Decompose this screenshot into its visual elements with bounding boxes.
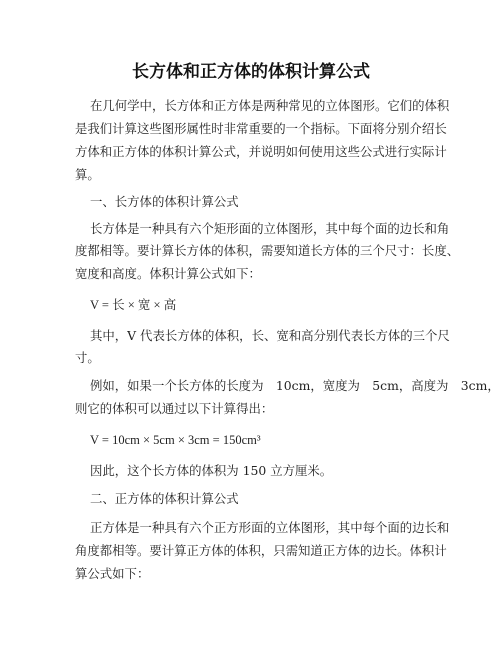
text-line: 则它的体积可以通过以下计算得出：	[75, 401, 274, 416]
text-line: 宽度和高度。体积计算公式如下：	[75, 266, 261, 281]
formula: V = 10cm × 5cm × 3cm = 150cm³	[90, 433, 261, 447]
text-line: 寸。	[75, 350, 100, 365]
text-line: 正方体是一种具有六个正方形面的立体图形，其中每个面的边长和	[90, 520, 450, 535]
text-line: 其中，V 代表长方体的体积，长、宽和高分别代表长方体的三个尺	[90, 328, 450, 343]
text-line: 方体和正方体的体积计算公式，并说明如何使用这些公式进行实际计	[75, 144, 447, 159]
text-line: 在几何学中，长方体和正方体是两种常见的立体图形。它们的体积	[90, 98, 450, 113]
text-line: 角度都相等。要计算正方体的体积，只需知道正方体的边长。体积计	[75, 543, 447, 558]
section-heading: 二、正方体的体积计算公式	[90, 491, 239, 506]
text-line: 算。	[75, 167, 100, 182]
text-line: 例如，如果一个长方体的长度为 10cm，宽度为 5cm，高度为 3cm，	[90, 378, 500, 393]
text-line: 算公式如下：	[75, 566, 150, 581]
text-line: 是我们计算这些图形属性时非常重要的一个指标。下面将分别介绍长	[75, 121, 447, 136]
section-heading: 一、长方体的体积计算公式	[90, 194, 239, 209]
document-title: 长方体和正方体的体积计算公式	[132, 62, 370, 82]
text-line: 长方体是一种具有六个矩形面的立体图形，其中每个面的边长和角	[90, 221, 450, 236]
formula: V = 长 × 宽 × 高	[90, 298, 177, 312]
text-line: 因此，这个长方体的体积为 150 立方厘米。	[90, 463, 333, 478]
text-line: 度都相等。要计算长方体的体积，需要知道长方体的三个尺寸：长度、	[75, 243, 460, 258]
